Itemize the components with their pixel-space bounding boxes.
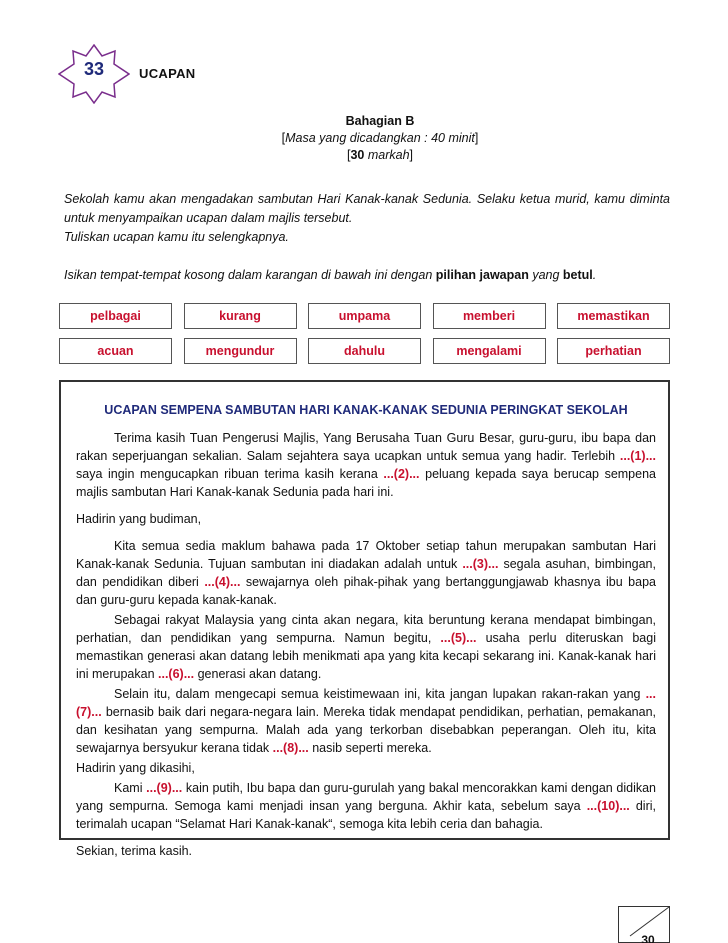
option-box: memastikan [557, 303, 670, 329]
page-number: 30 [641, 933, 655, 943]
greeting-1: Hadirin yang budiman, [76, 512, 202, 526]
option-box: pelbagai [59, 303, 172, 329]
blank-6: ...(6)... [158, 667, 195, 681]
paragraph-2: Kita semua sedia maklum bahawa pada 17 Oktober setiap tahun merupakan sambutan Hari Kanak-kanak Sedunia. Tujuan sambutan ini diadakan adalah untuk ...(3)... segala asuhan, bimbingan, dan pendidikan diberi ...(4)... sewajarnya oleh pihak-pihak yang bertanggungjawab khasnya ibu bapa dan guru-guru kepada kanak-kanak. [76, 539, 656, 607]
blank-5: ...(5)... [440, 631, 477, 645]
option-box: mengundur [184, 338, 297, 364]
options-row-2 [59, 338, 670, 364]
blank-8: ...(8)... [272, 741, 309, 755]
greeting-2: Hadirin yang dikasihi, [76, 761, 195, 775]
part-info [230, 113, 530, 164]
closing-line: Sekian, terima kasih. [76, 844, 193, 858]
time-allocation: [Masa yang dicadangkan : 40 minit] [281, 131, 479, 145]
paragraph-1: Terima kasih Tuan Pengerusi Majlis, Yang Berusaha Tuan Guru Besar, guru-guru, ibu bapa dan rakan seperjuangan sekalian. Salam sejahtera saya ucapkan untuk semua yang hadir. Terlebih ...(1)... saya ingin mengucapkan ribuan terima kasih kerana ...(2)... peluang kepada saya berucap sempena majlis sambutan Hari Kanak-kanak Sedunia pada hari ini. [76, 431, 656, 499]
blank-3: ...(3)... [462, 557, 499, 571]
instruction-fill-blanks: Isikan tempat-tempat kosong dalam karangan di bawah ini dengan pilihan jawapan yang betul. [64, 268, 597, 282]
option-box: dahulu [308, 338, 421, 364]
instruction-task: Tuliskan ucapan kamu itu selengkapnya. [64, 230, 289, 244]
passage-title: UCAPAN SEMPENA SAMBUTAN HARI KANAK-KANAK SEDUNIA PERINGKAT SEKOLAH [104, 403, 628, 417]
blank-9: ...(9)... [146, 781, 183, 795]
blank-1: ...(1)... [619, 449, 656, 463]
paragraph-3: Sebagai rakyat Malaysia yang cinta akan negara, kita beruntung kerana mendapat bimbingan, perhatian, dan pendidikan yang sempurna. Namun begitu, ...(5)... usaha perlu diteruskan bagi memastikan generasi akan datang lebih menikmati apa yang kita kecapi sekarang ini. Kanak-kanak hari ini merupakan ...(6)... generasi akan datang. [76, 613, 656, 681]
instruction-context: Sekolah kamu akan mengadakan sambutan Hari Kanak-kanak Sedunia. Selaku ketua murid, kamu diminta untuk menyampaikan ucapan dalam majlis tersebut. [64, 192, 670, 225]
speech-passage [59, 380, 670, 858]
answer-options [59, 303, 670, 373]
option-box: memberi [433, 303, 546, 329]
option-box: mengalami [433, 338, 546, 364]
blank-10: ...(10)... [586, 799, 630, 813]
option-box: umpama [308, 303, 421, 329]
paragraph-4: Selain itu, dalam mengecapi semua keistimewaan ini, kita jangan lupakan rakan-rakan yang ...(7)... bernasib baik dari negara-negara lain. Mereka tidak mendapat pendidikan, perhatian, pemakanan, dan kesihatan yang sempurna. Malah ada yang terkorban disebabkan peperangan. Oleh itu, kita sewajarnya bersyukur kerana tidak ...(8)... nasib seperti mereka. [76, 687, 656, 755]
paragraph-5: Kami ...(9)... kain putih, Ibu bapa dan guru-gurulah yang bakal mencorakkan kami dengan didikan yang sempurna. Semoga kami menjadi insan yang berguna. Akhir kata, sebelum saya ...(10)... diri, terimalah ucapan “Selamat Hari Kanak-kanak“, semoga kita lebih ceria dan bahagia. [76, 781, 657, 831]
option-box: perhatian [557, 338, 670, 364]
options-row-1 [59, 303, 670, 329]
question-number: 33 [83, 59, 105, 79]
marks-allocation: [30 markah] [346, 148, 414, 162]
part-label: Bahagian B [345, 114, 415, 128]
option-box: acuan [59, 338, 172, 364]
blank-2: ...(2)... [383, 467, 420, 481]
section-title: UCAPAN [139, 66, 196, 81]
blank-4: ...(4)... [204, 575, 241, 589]
blank-7: ...(7)... [76, 687, 656, 719]
option-box: kurang [184, 303, 297, 329]
question-number-badge [58, 44, 130, 104]
